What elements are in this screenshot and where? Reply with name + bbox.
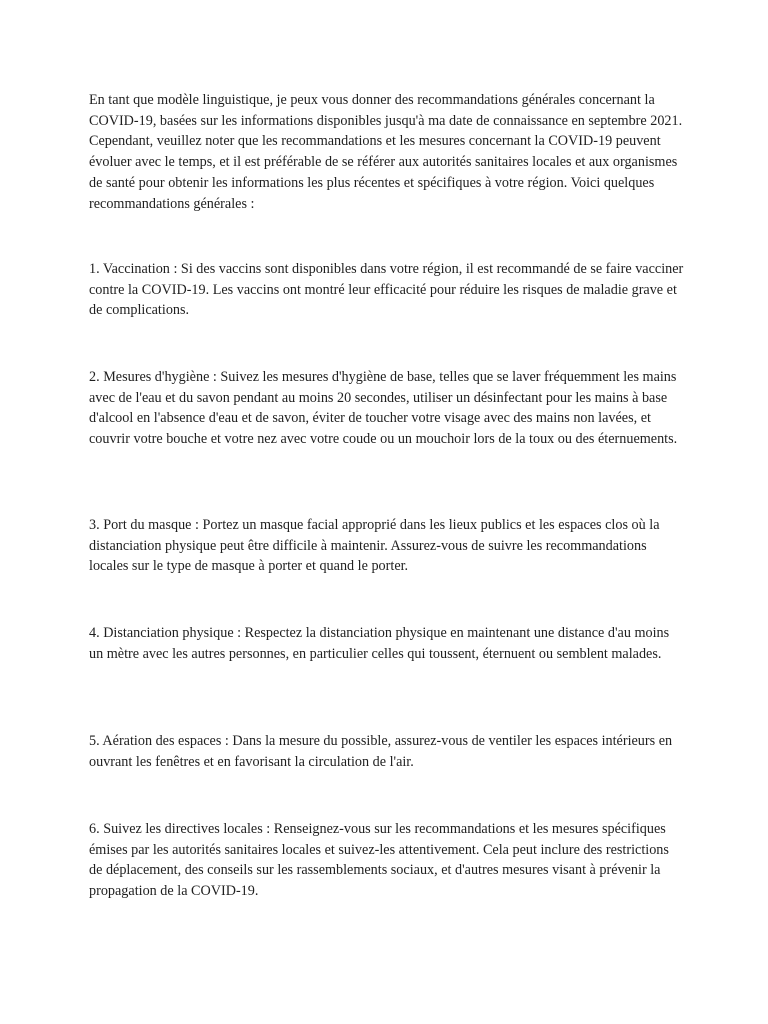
intro-paragraph: En tant que modèle linguistique, je peux vous donner des recommandations générales concernant la COVID-19, basées sur les informations disponibles jusqu'à ma date de connaissance en septembre 2021. Cependant, veuillez noter que les recommandations et les mesures concernant la COVID-19 peuvent évoluer avec le temps, et il est préférable de se référer aux autorités sanitaires locales et aux organismes de santé pour obtenir les informations les plus récentes et spécifiques à votre région. Voici quelques recommandations générales : bbox=[89, 92, 683, 212]
recommendation-hygiene: 2. Mesures d'hygiène : Suivez les mesures d'hygiène de base, telles que se laver fréquemment les mains avec de l'eau et du savon pendant au moins 20 secondes, utiliser un désinfectant pour les mains à base d'alcool en l'absence d'eau et de savon, éviter de toucher votre visage avec des mains non lavées, et couvrir votre bouche et votre nez avec votre coude ou un mouchoir lors de la toux ou des éternuements. bbox=[89, 369, 678, 448]
recommendation-vaccination: 1. Vaccination : Si des vaccins sont disponibles dans votre région, il est recommandé de se faire vacciner contre la COVID-19. Les vaccins ont montré leur efficacité pour réduire les risques de maladie grave et de complications. bbox=[89, 261, 684, 319]
recommendation-physical-distancing: 4. Distanciation physique : Respectez la distanciation physique en maintenant une distance d'au moins un mètre avec les autres personnes, en particulier celles qui toussent, éternuent ou semblent malades. bbox=[89, 625, 670, 662]
recommendation-local-guidelines: 6. Suivez les directives locales : Renseignez-vous sur les recommandations et les mesures spécifiques émises par les autorités sanitaires locales et suivez-les attentivement. Cela peut inclure des restrictions de déplacement, des conseils sur les rassemblements sociaux, et d'autres mesures visant à prévenir la propagation de la COVID-19. bbox=[89, 821, 669, 900]
recommendation-ventilation: 5. Aération des espaces : Dans la mesure du possible, assurez-vous de ventiler les espaces intérieurs en ouvrant les fenêtres et en favorisant la circulation de l'air. bbox=[89, 733, 673, 770]
recommendation-mask: 3. Port du masque : Portez un masque facial approprié dans les lieux publics et les espaces clos où la distanciation physique peut être difficile à maintenir. Assurez-vous de suivre les recommandations locales sur le type de masque à porter et quand le porter. bbox=[89, 517, 660, 575]
